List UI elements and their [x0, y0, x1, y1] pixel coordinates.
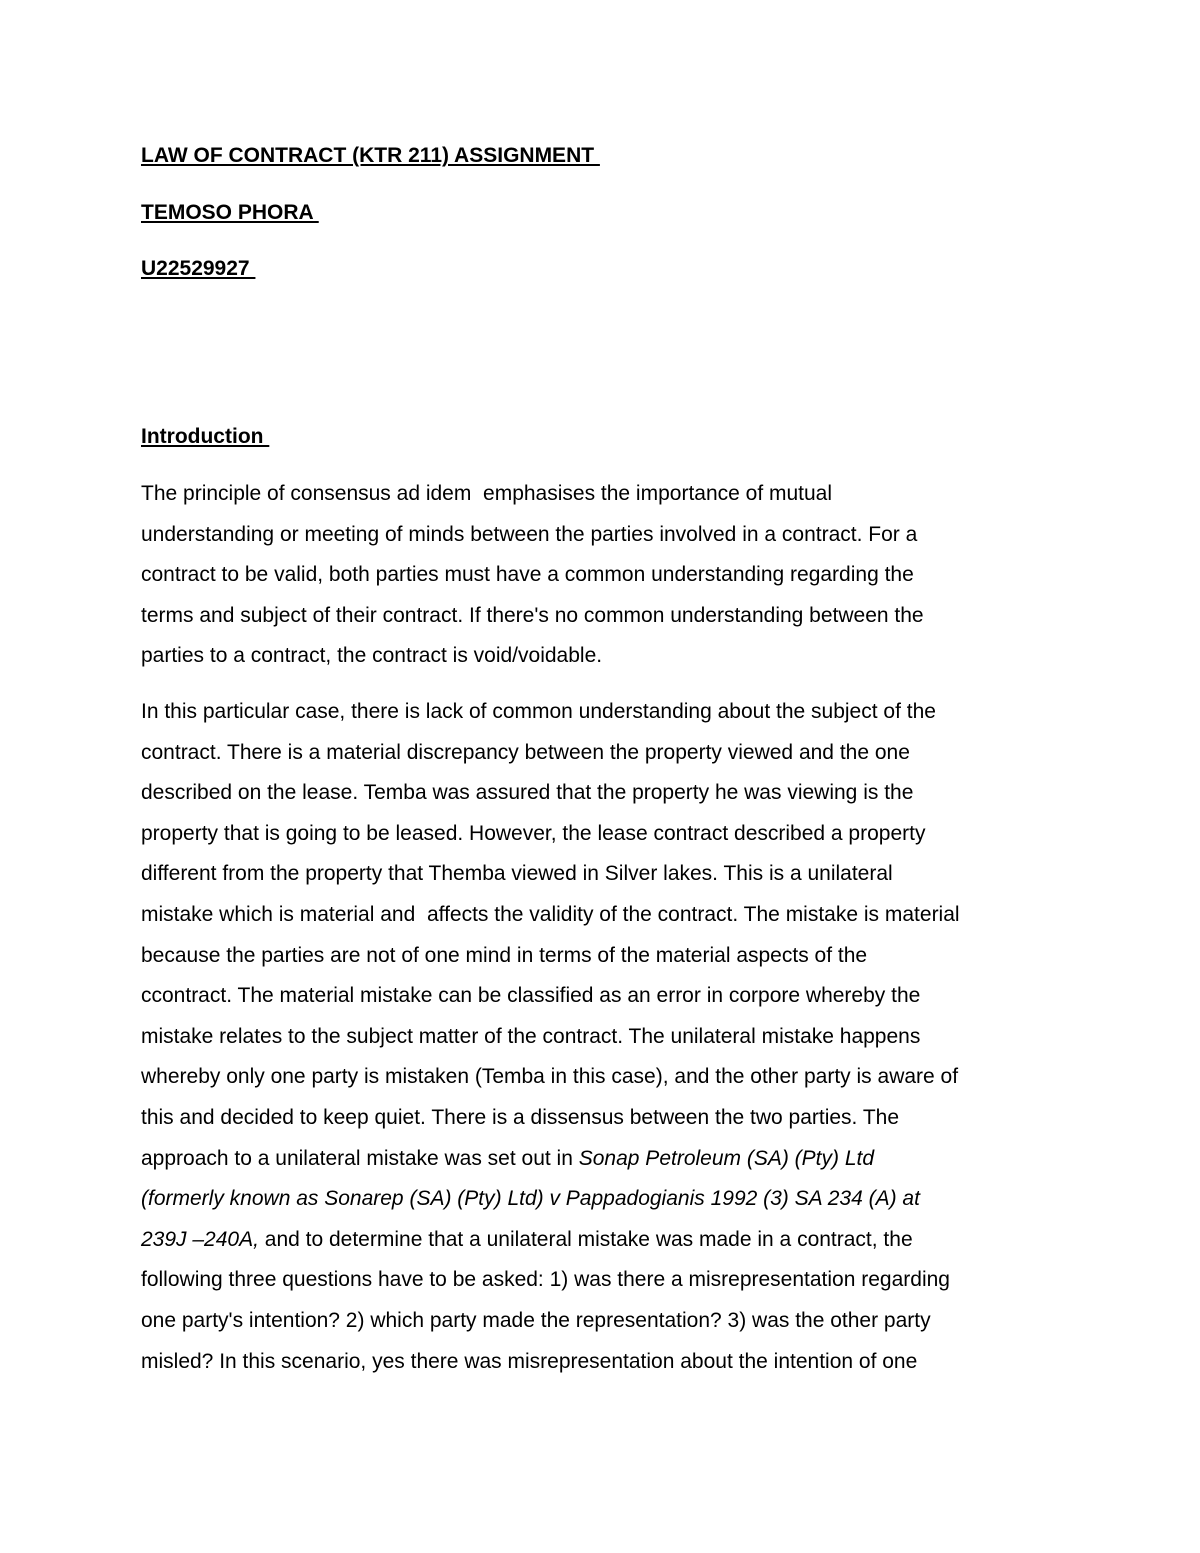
text-line: described on the lease. Temba was assured that the property he was viewing is the [141, 781, 914, 805]
text-line: parties to a contract, the contract is void/voidable. [141, 644, 603, 668]
text-line: terms and subject of their contract. If there's no common understanding between the [141, 603, 924, 627]
text-line: The principle of consensus ad idem emphasises the importance of mutual [141, 482, 833, 505]
text-fragment: approach to a unilateral mistake was set out in [141, 1146, 579, 1170]
paragraph-unilateral-mistake [141, 692, 1071, 1382]
text-line: In this particular case, there is lack of common understanding about the subject of the [141, 700, 936, 723]
text-line: because the parties are not of one mind in terms of the material aspects of the [141, 943, 868, 967]
text-line: this and decided to keep quiet. There is a dissensus between the two parties. The [141, 1105, 900, 1129]
assignment-title: LAW OF CONTRACT (KTR 211) ASSIGNMENT [141, 144, 600, 167]
student-name: TEMOSO PHORA [141, 201, 319, 224]
text-line [141, 1220, 1071, 1261]
paragraph-consensus [141, 474, 1071, 677]
text-line: mistake which is material and affects the validity of the contract. The mistake is material [141, 902, 960, 926]
text-line: one party's intention? 2) which party made the representation? 3) was the other party [141, 1308, 931, 1332]
text-line: contract to be valid, both parties must have a common understanding regarding the [141, 563, 914, 587]
student-number: U22529927 [141, 257, 256, 280]
text-line [141, 1179, 1071, 1220]
text-line: following three questions have to be asked: 1) was there a misrepresentation regarding [141, 1268, 950, 1292]
text-line: ccontract. The material mistake can be classified as an error in corpore whereby the [141, 984, 921, 1008]
text-fragment: and to determine that a unilateral mistake was made in a contract, the [258, 1227, 913, 1251]
case-citation: 239J –240A, [141, 1227, 259, 1251]
text-line: different from the property that Themba viewed in Silver lakes. This is a unilateral [141, 862, 893, 886]
text-line: misled? In this scenario, yes there was misrepresentation about the intention of one [141, 1349, 918, 1373]
case-citation: (formerly known as Sonarep (SA) (Pty) Ltd) v Pappadogianis 1992 (3) SA 234 (A) at [141, 1187, 920, 1211]
section-heading-introduction: Introduction [141, 425, 270, 448]
text-line: whereby only one party is mistaken (Temba in this case), and the other party is aware of [141, 1065, 959, 1089]
text-line [141, 1139, 1071, 1180]
case-citation: Sonap Petroleum (SA) (Pty) Ltd [578, 1146, 875, 1170]
text-line: understanding or meeting of minds between the parties involved in a contract. For a [141, 522, 918, 546]
text-line: property that is going to be leased. However, the lease contract described a property [141, 821, 926, 845]
text-line: mistake relates to the subject matter of the contract. The unilateral mistake happens [141, 1024, 921, 1048]
text-line: contract. There is a material discrepancy between the property viewed and the one [141, 740, 910, 764]
